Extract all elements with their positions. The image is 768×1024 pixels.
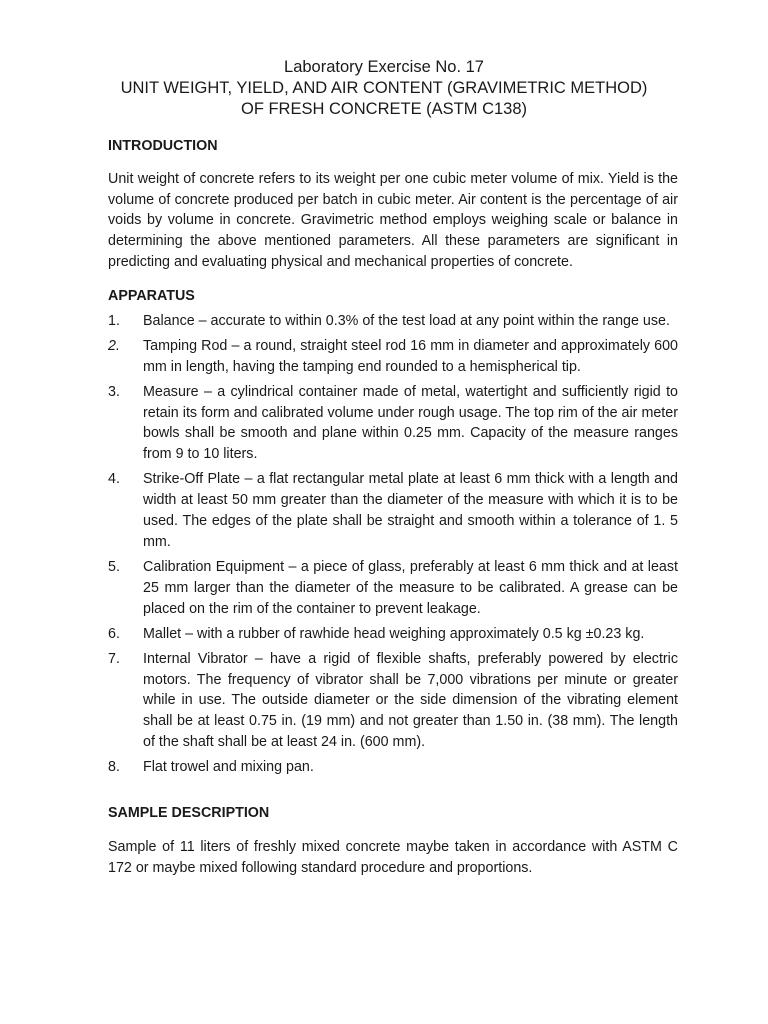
- list-number: 8.: [108, 759, 120, 776]
- title-block: [0, 57, 768, 120]
- apparatus-item-internal-vibrator: [108, 649, 678, 753]
- apparatus-list: [108, 311, 678, 778]
- list-number: 4.: [108, 471, 120, 488]
- list-item-text: Measure – a cylindrical container made of metal, watertight and sufficiently rigid to retain its form and calibrated volume under rough usage. The top rim of the air meter bowls shall be smooth and plane within 0.25 mm. Capacity of the measure ranges from 9 to 10 liters.: [143, 383, 678, 463]
- apparatus-item-tamping-rod: [108, 336, 678, 378]
- list-item-text: Calibration Equipment – a piece of glass, preferably at least 6 mm thick and at least 25 mm larger than the diameter of the measure to be calibrated. A grease can be placed on the rim of the container to prevent leakage.: [143, 558, 678, 617]
- apparatus-item-trowel-and-pan: [108, 757, 678, 778]
- list-number: 1.: [108, 312, 120, 329]
- list-number: 6.: [108, 625, 120, 642]
- list-item-text: Mallet – with a rubber of rawhide head weighing approximately 0.5 kg ±0.23 kg.: [143, 625, 645, 642]
- introduction-paragraph: Unit weight of concrete refers to its weight per one cubic meter volume of mix. Yield is the volume of concrete produced per batch in cubic meter. Air content is the percentage of air voids by volume in concrete. Gravimetric method employs weighing scale or balance in determining the above mentioned parameters. All these parameters are significant in predicting and evaluating physical and mechanical properties of concrete.: [108, 170, 678, 270]
- list-number: 3.: [108, 383, 120, 400]
- exercise-title-line-1: UNIT WEIGHT, YIELD, AND AIR CONTENT (GRAVIMETRIC METHOD): [120, 79, 648, 97]
- document-body: [108, 136, 678, 878]
- apparatus-item-strike-off-plate: [108, 469, 678, 552]
- list-item-text: Tamping Rod – a round, straight steel rod 16 mm in diameter and approximately 600 mm in length, having the tamping end rounded to a hemispherical tip.: [143, 337, 678, 375]
- list-item-text: Strike-Off Plate – a flat rectangular metal plate at least 6 mm thick with a length and width at least 50 mm greater than the diameter of the measure with which it is to be used. The edges of the plate shall be straight and smooth within a tolerance of 1. 5 mm.: [143, 471, 678, 550]
- list-item-text: Flat trowel and mixing pan.: [143, 759, 314, 776]
- apparatus-item-calibration-equipment: [108, 557, 678, 619]
- introduction-heading: INTRODUCTION: [108, 138, 218, 154]
- exercise-title-line-2: OF FRESH CONCRETE (ASTM C138): [240, 100, 528, 118]
- apparatus-item-balance: [108, 311, 678, 332]
- apparatus-item-mallet: [108, 624, 678, 645]
- list-number: 2.: [108, 337, 120, 354]
- list-item-text: Balance – accurate to within 0.3% of the test load at any point within the range use.: [143, 312, 670, 329]
- sample-description-heading: SAMPLE DESCRIPTION: [108, 805, 270, 822]
- list-number: 7.: [108, 650, 120, 667]
- list-number: 5.: [108, 558, 120, 575]
- list-item-text: Internal Vibrator – have a rigid of flexible shafts, preferably powered by electric motors. The frequency of vibrator shall be 7,000 vibrations per minute or greater while in use. The outside diameter or the side dimension of the vibrating element shall be at least 0.75 in. (19 mm) and not greater than 1.50 in. (38 mm). The length of the shaft shall be at least 24 in. (600 mm).: [143, 650, 678, 751]
- apparatus-heading: APPARATUS: [108, 287, 195, 304]
- sample-description-paragraph: Sample of 11 liters of freshly mixed concrete maybe taken in accordance with ASTM C 172 or maybe mixed following standard procedure and proportions.: [108, 838, 678, 876]
- apparatus-item-measure: [108, 382, 678, 465]
- exercise-number: Laboratory Exercise No. 17: [284, 58, 484, 76]
